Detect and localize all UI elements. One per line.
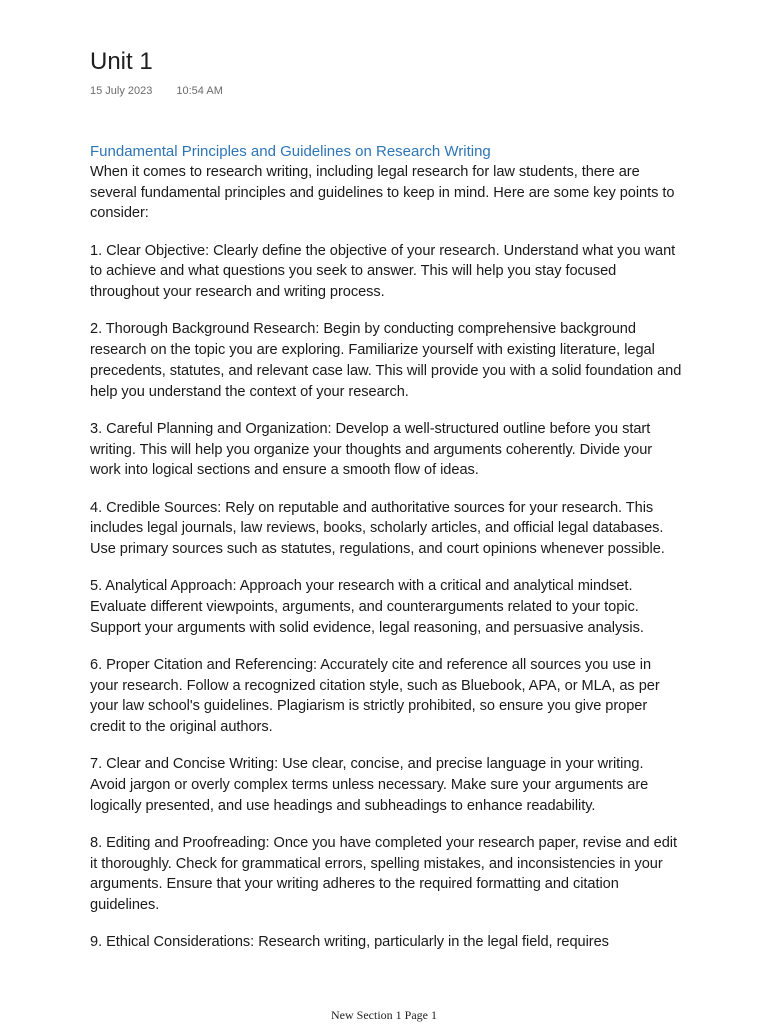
point-7: 7. Clear and Concise Writing: Use clear, concise, and precise language in your writing. Avoid jargon or overly complex terms unless necessary. Make sure your arguments are logically presented, and use headings and subheadings to enhance readability.	[90, 756, 649, 814]
page-footer: New Section 1 Page 1	[331, 1008, 437, 1022]
intro-paragraph: When it comes to research writing, including legal research for law students, there are several fundamental principles and guidelines to keep in mind. Here are some key points to consider:	[90, 164, 675, 222]
page-date: 15 July 2023	[90, 85, 153, 97]
point-3: 3. Careful Planning and Organization: Develop a well-structured outline before you start writing. This will help you organize your thoughts and arguments coherently. Divide your work into logical sections and ensure a smooth flow of ideas.	[90, 420, 653, 479]
note-page	[90, 48, 682, 970]
page-time: 10:54 AM	[176, 85, 223, 97]
point-8: 8. Editing and Proofreading: Once you have completed your research paper, revise and edit it thoroughly. Check for grammatical errors, spelling mistakes, and inconsistencies in your arguments. Ensure that your writing adheres to the required formatting and citation guidelines.	[90, 835, 677, 914]
point-6: 6. Proper Citation and Referencing: Accurately cite and reference all sources you use in your research. Follow a recognized citation style, such as Bluebook, APA, or MLA, as per your law school's guidelines. Plagiarism is strictly prohibited, so ensure you give proper credit to the original authors.	[90, 656, 660, 736]
page-title[interactable]: Unit 1	[90, 48, 153, 75]
point-4: 4. Credible Sources: Rely on reputable and authoritative sources for your research. This includes legal journals, law reviews, books, scholarly articles, and official legal databases. Use primary sources such as statutes, regulations, and court opinions whenever possible.	[90, 499, 665, 557]
point-5: 5. Analytical Approach: Approach your research with a critical and analytical mindset. Evaluate different viewpoints, arguments, and counterarguments related to your topic. Support your arguments with solid evidence, legal reasoning, and persuasive analysis.	[90, 578, 644, 636]
point-1: 1. Clear Objective: Clearly define the objective of your research. Understand what you want to achieve and what questions you seek to answer. This will help you stay focused throughout your research and writing process.	[90, 242, 676, 301]
section-heading: Fundamental Principles and Guidelines on Research Writing	[90, 143, 491, 160]
page-meta	[90, 84, 682, 98]
point-9: 9. Ethical Considerations: Research writing, particularly in the legal field, requires	[90, 934, 609, 951]
point-2: 2. Thorough Background Research: Begin by conducting comprehensive background research on the topic you are exploring. Familiarize yourself with existing literature, legal precedents, statutes, and relevant case law. This will provide you with a solid foundation and help you understand the context of your research.	[90, 321, 682, 400]
